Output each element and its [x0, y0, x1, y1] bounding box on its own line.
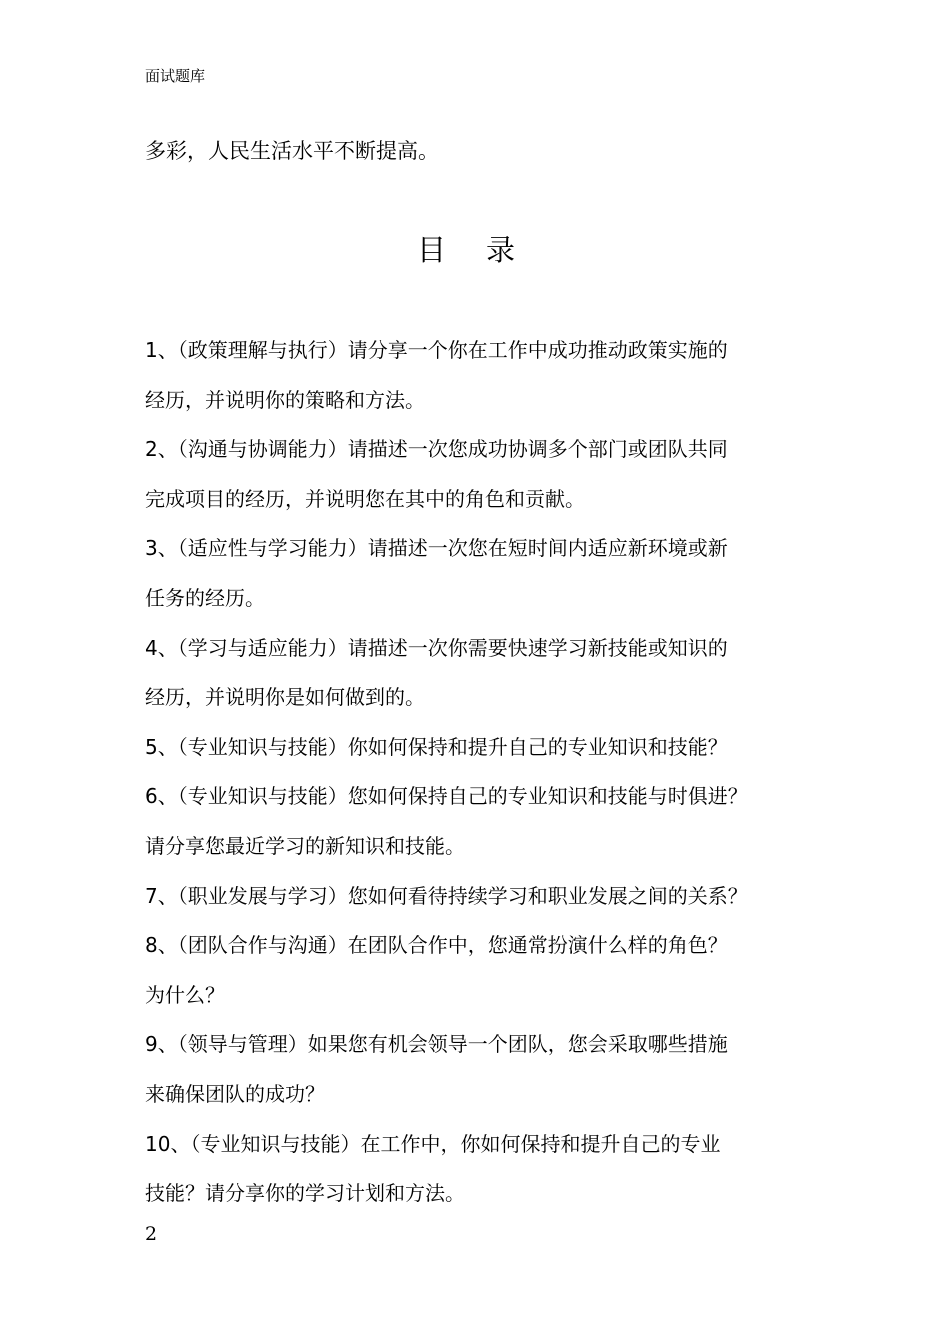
toc-line: 10、（专业知识与技能）在工作中，你如何保持和提升自己的专业	[145, 1131, 721, 1156]
toc-line: 5、（专业知识与技能）你如何保持和提升自己的专业知识和技能？	[145, 734, 728, 759]
toc-line: 2、（沟通与协调能力）请描述一次您成功协调多个部门或团队共同	[145, 437, 728, 462]
toc-line: 技能？请分享你的学习计划和方法。	[145, 1181, 465, 1206]
page-number: 2	[145, 1223, 158, 1245]
toc-line: 6、（专业知识与技能）您如何保持自己的专业知识和技能与时俱进？	[145, 784, 748, 809]
continued-paragraph: 多彩，人民生活水平不断提高。	[145, 139, 439, 163]
toc-line: 完成项目的经历，并说明您在其中的角色和贡献。	[145, 486, 585, 511]
toc-line: 经历，并说明你是如何做到的。	[145, 685, 425, 710]
table-of-contents	[145, 334, 835, 1227]
toc-line: 4、（学习与适应能力）请描述一次你需要快速学习新技能或知识的	[145, 635, 728, 660]
toc-line: 1、（政策理解与执行）请分享一个你在工作中成功推动政策实施的	[145, 338, 728, 362]
toc-line: 为什么？	[145, 982, 225, 1007]
toc-line: 任务的经历。	[145, 585, 265, 610]
toc-line: 9、（领导与管理）如果您有机会领导一个团队，您会采取哪些措施	[145, 1032, 728, 1057]
toc-line: 经历，并说明你的策略和方法。	[145, 387, 425, 412]
toc-line: 8、（团队合作与沟通）在团队合作中，您通常扮演什么样的角色？	[145, 933, 728, 958]
toc-line: 3、（适应性与学习能力）请描述一次您在短时间内适应新环境或新	[145, 536, 728, 561]
toc-title: 目录	[416, 233, 555, 267]
toc-line: 请分享您最近学习的新知识和技能。	[145, 833, 465, 858]
toc-line: 7、（职业发展与学习）您如何看待持续学习和职业发展之间的关系？	[145, 883, 748, 908]
toc-line: 来确保团队的成功？	[145, 1081, 325, 1106]
running-header: 面试题库	[145, 67, 206, 85]
